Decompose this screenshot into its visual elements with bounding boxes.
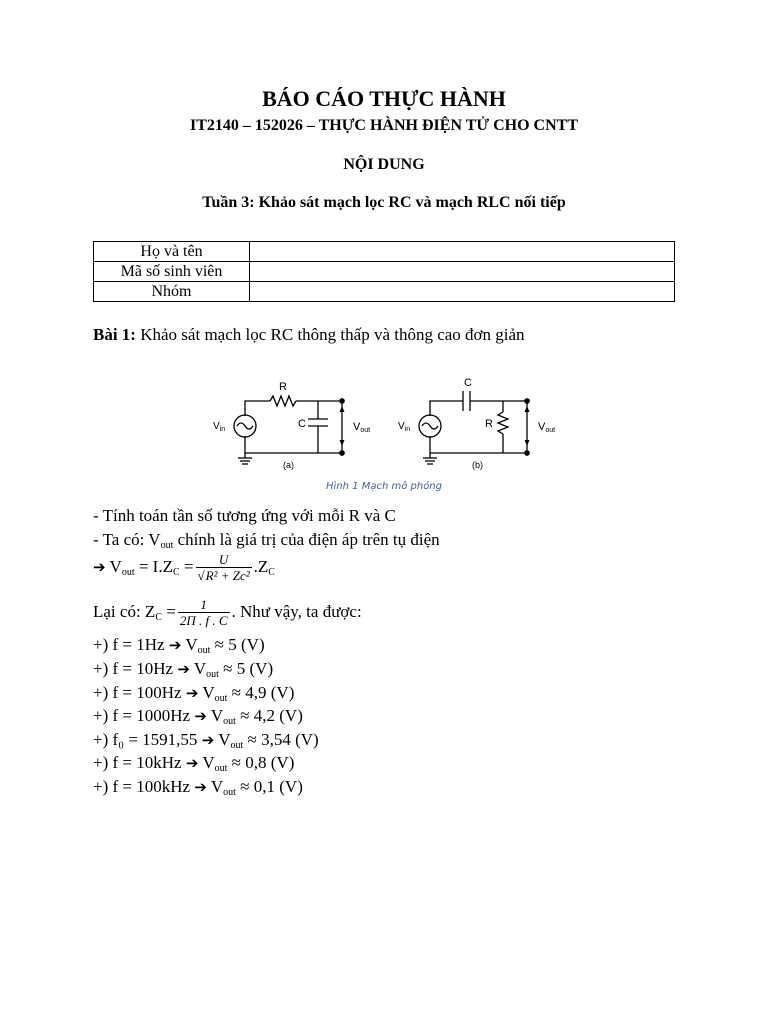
- exercise-text: Khảo sát mạch lọc RC thông thấp và thông cao đơn giản: [135, 325, 525, 344]
- arrow-icon: ➔: [194, 778, 207, 796]
- list-item: +) f = 10kHz ➔ $V_{out} \approx 0,8$ (V): [93, 753, 295, 774]
- report-title: BÁO CÁO THỰC HÀNH: [262, 86, 506, 111]
- svg-text:Vin: $V_{in}$: [398, 421, 411, 433]
- capacitor-label: C: [298, 418, 306, 430]
- group-value[interactable]: [250, 282, 675, 302]
- vout-explanation: - Ta có: $V_{out}$ chính là giá trị của điện áp trên tụ điện: [93, 530, 440, 551]
- table-row: [94, 242, 675, 262]
- circuit-b-tag: (b): [472, 460, 483, 470]
- circuit-figure: [205, 372, 565, 476]
- arrow-icon: ➔: [185, 754, 199, 772]
- exercise-label: Bài 1:: [93, 325, 136, 344]
- arrow-icon: ➔: [201, 731, 215, 749]
- group-label: Nhóm: [94, 282, 250, 302]
- student-info-table: [93, 241, 675, 302]
- list-item: +) f = 1Hz ➔ $V_{out} \approx 5$ (V): [93, 635, 265, 656]
- fraction: $\frac{U}{\text{√R² + Zc²}}$: [197, 552, 250, 583]
- fraction: $\frac{1}{2\Pi . f . C}$: [179, 597, 228, 628]
- resistor-label: R: [279, 381, 287, 393]
- circuit-b-highpass: [398, 377, 555, 470]
- resistor-symbol: [270, 396, 296, 406]
- circuit-a-tag: (a): [283, 460, 294, 470]
- arrow-icon: ➔: [168, 636, 182, 654]
- arrow-icon: ➔: [177, 660, 190, 678]
- arrow-icon: ➔: [185, 684, 199, 702]
- calc-instruction: - Tính toán tần số tương ứng với mỗi R và C: [93, 506, 396, 525]
- figure-caption: Hình 1 Mạch mô phỏng: [326, 481, 442, 492]
- capacitor-label: C: [464, 377, 472, 389]
- resistor-label: R: [485, 418, 493, 430]
- arrow-icon: ➔: [194, 707, 207, 725]
- zc-formula: Lại có: $Z_C$ = $\frac{1}{2\Pi . f . C}$ . Như vậy, ta được:: [93, 597, 362, 628]
- vout-formula: ➔ $V_{out} = I.Z_C$ = $\frac{U}{\text{√R² + Zc²}}$ $.Z_C$: [93, 552, 275, 583]
- student-id-value[interactable]: [250, 262, 675, 282]
- resistor-symbol: [498, 412, 508, 434]
- svg-text:Vout: Vout: [538, 421, 556, 434]
- week-heading: Tuần 3: Khảo sát mạch lọc RC và mạch RLC nối tiếp: [202, 194, 566, 211]
- name-label: Họ và tên: [94, 242, 250, 262]
- table-row: [94, 262, 675, 282]
- name-value[interactable]: [250, 242, 675, 262]
- exercise-heading: [93, 325, 525, 345]
- circuit-a-lowpass: [213, 381, 370, 470]
- arrow-icon: ➔: [93, 557, 106, 576]
- list-item: +) f = 1000Hz ➔ $V_{out} \approx 4,2$ (V): [93, 706, 303, 727]
- list-item: +) f = 100kHz ➔ $V_{out} \approx 0,1$ (V): [93, 777, 303, 798]
- svg-text:Vout: Vout: [353, 421, 371, 434]
- list-item: +) f₀ = 1591,55 ➔ $V_{out} \approx 3,54$ (V): [93, 730, 319, 751]
- list-item: +) f = 10Hz ➔ $V_{out} \approx 5$ (V): [93, 659, 274, 680]
- svg-text:Vin: $V_{in}$: [213, 421, 226, 433]
- student-id-label: Mã số sinh viên: [94, 262, 250, 282]
- section-heading: NỘI DUNG: [343, 156, 425, 173]
- course-subtitle: IT2140 – 152026 – THỰC HÀNH ĐIỆN TỬ CHO CNTT: [189, 117, 579, 134]
- list-item: +) f = 100Hz ➔ $V_{out} \approx 4,9$ (V): [93, 683, 295, 704]
- table-row: [94, 282, 675, 302]
